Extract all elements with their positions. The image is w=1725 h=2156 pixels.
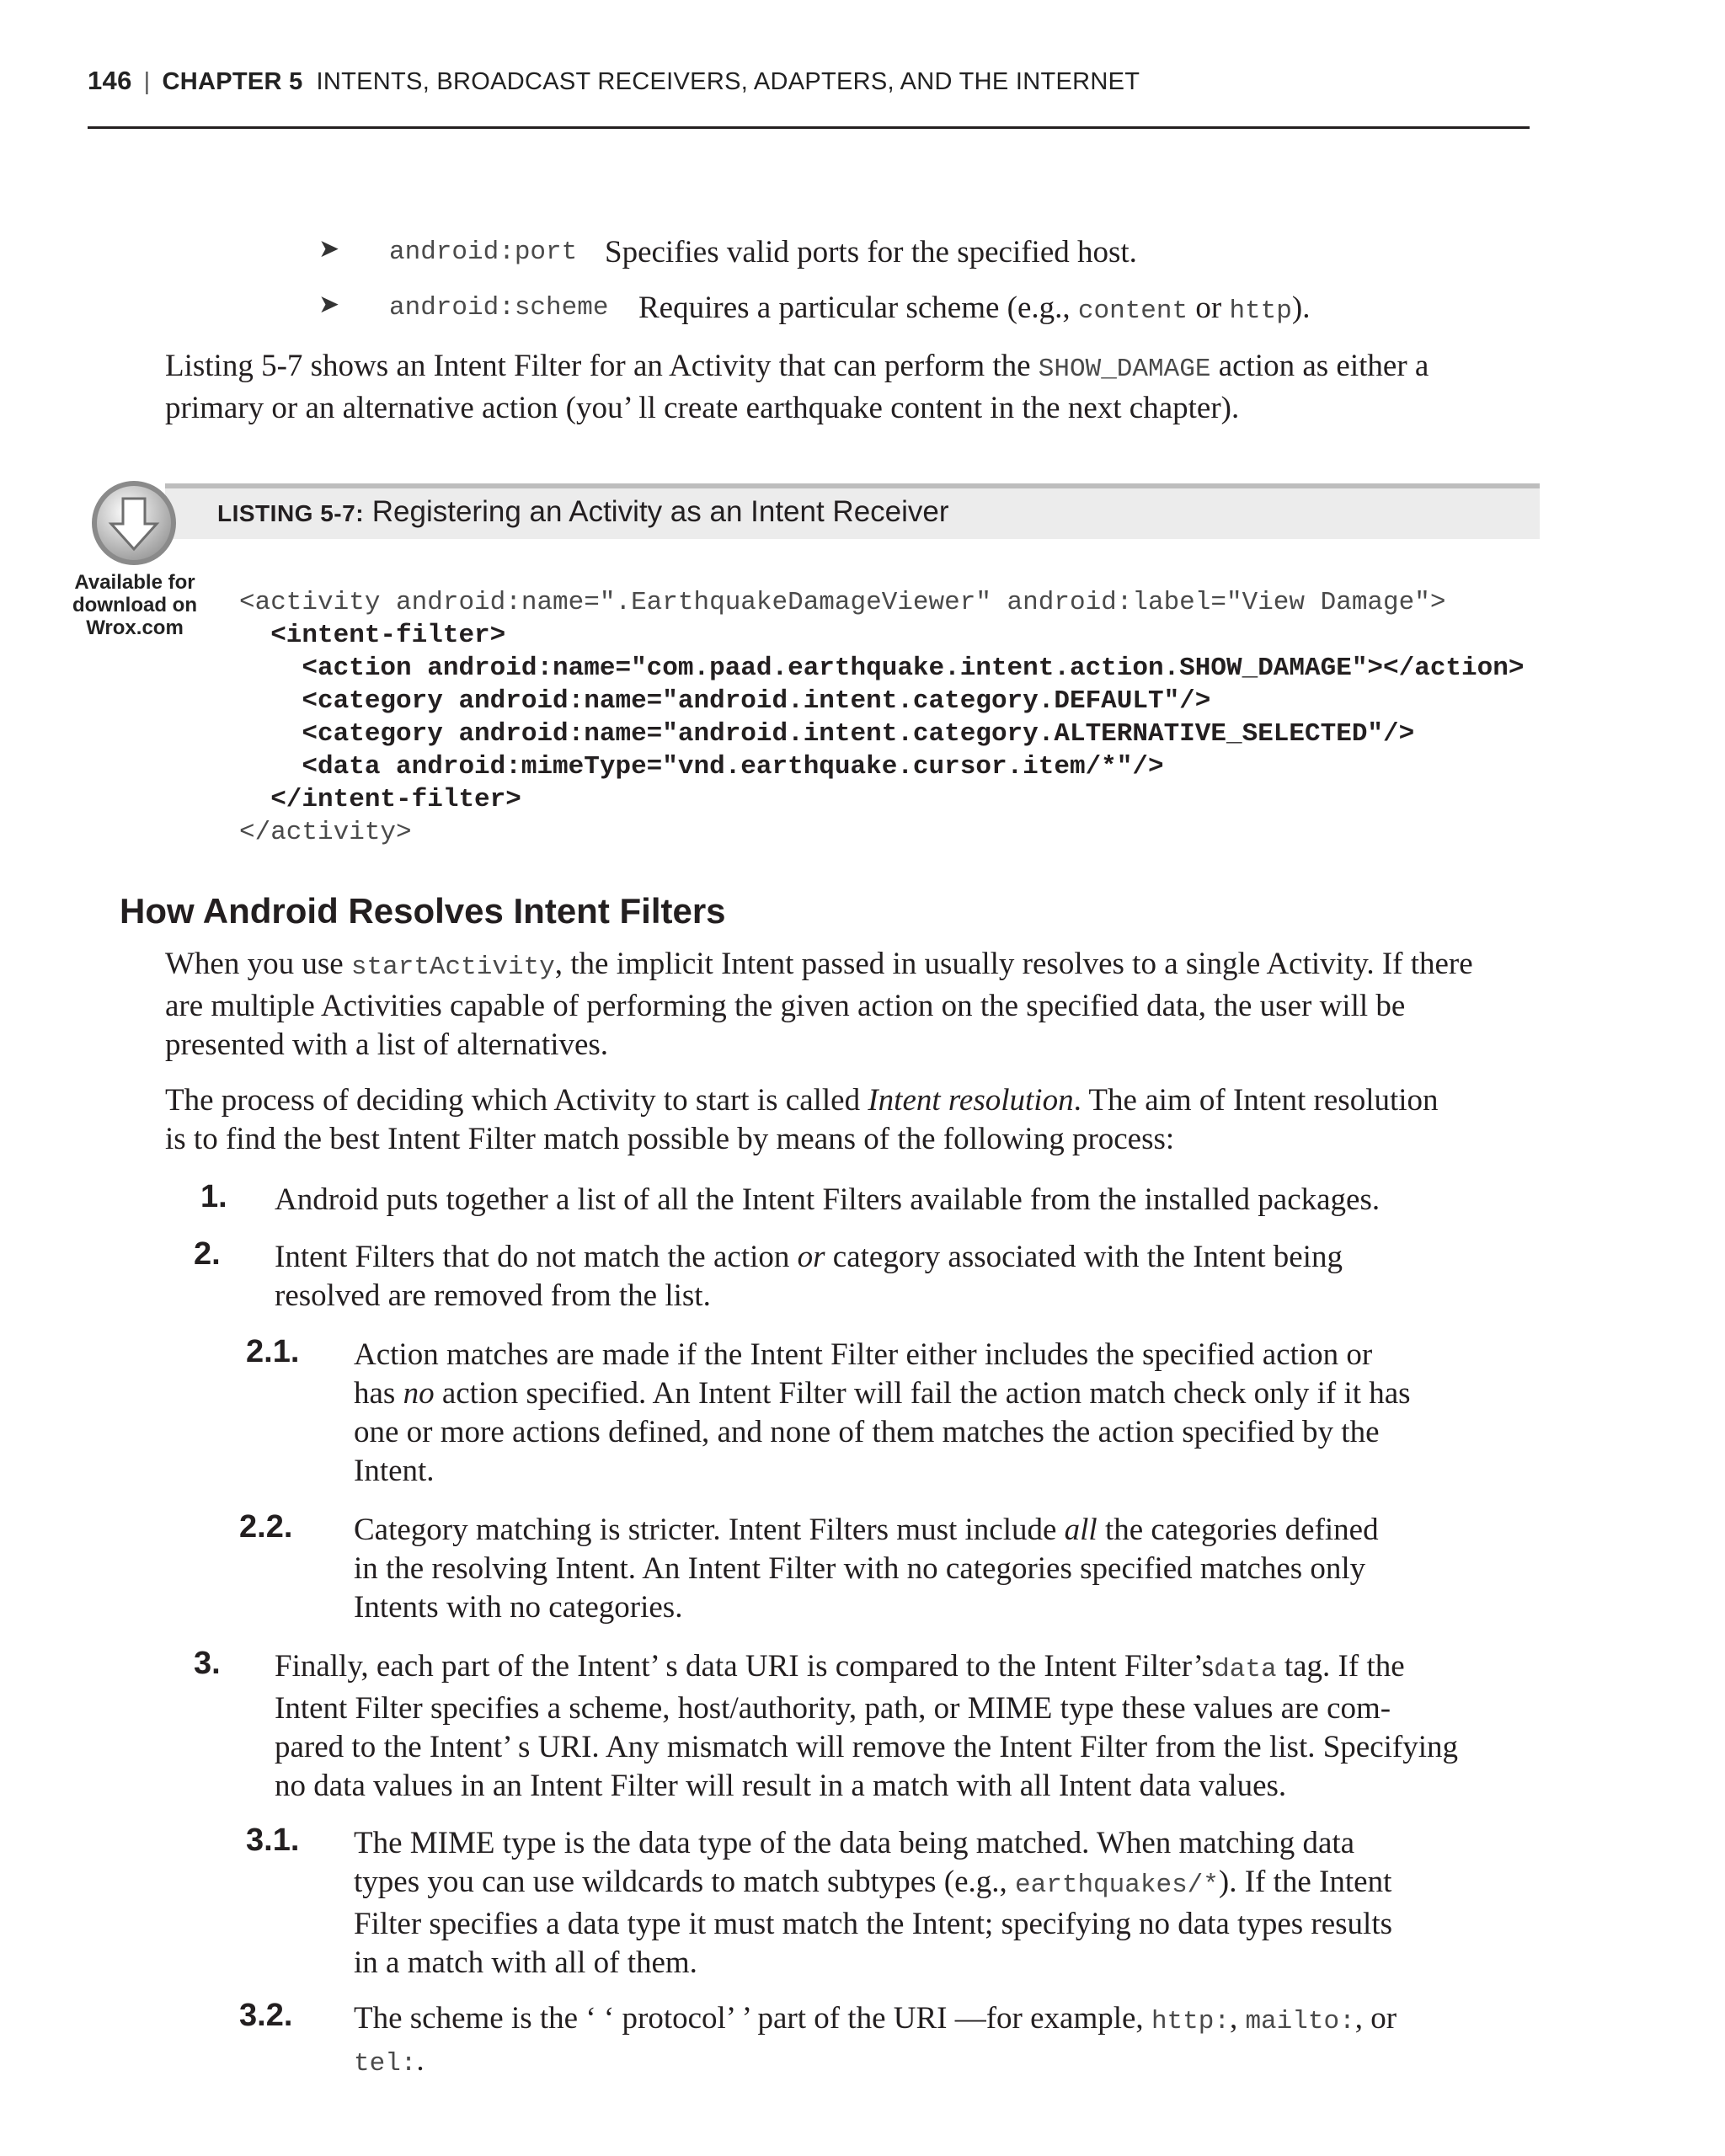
step-number: 1. — [200, 1179, 227, 1214]
step-3-1-text: The MIME type is the data type of the data being matched. When matching data types you can use wildcards to match subtypes (e.g., earthquakes/*). If the Intent Filter specifies a data type it must match the Intent; specifying no data types results in a match with all of them. — [354, 1826, 1393, 1980]
step-number: 3.1. — [246, 1822, 300, 1858]
paragraph-intent-resolution: The process of deciding which Activity to start is called Intent resolution. The aim of Intent resolution is to find the best Intent Filter match possible by means of the following process: — [165, 1083, 1439, 1156]
chapter-title: INTENTS, BROADCAST RECEIVERS, ADAPTERS, AND THE INTERNET — [316, 68, 1140, 95]
step-2-text: Intent Filters that do not match the action or category associated with the Intent being resolved are removed from the list. — [275, 1240, 1343, 1313]
inline-code: http: — [1151, 2007, 1230, 2036]
step-1-text: Android puts together a list of all the Intent Filters available from the installed packages. — [275, 1182, 1381, 1217]
listing-label: LISTING 5-7: — [217, 500, 365, 526]
inline-code: mailto: — [1245, 2007, 1355, 2036]
bullet-term: android:port — [389, 237, 578, 267]
listing-title — [217, 495, 949, 529]
step-number: 2.2. — [239, 1509, 293, 1545]
code-line: </intent-filter> — [239, 785, 521, 814]
step-number: 3. — [194, 1646, 221, 1681]
running-head — [88, 66, 1140, 96]
inline-code: data — [1214, 1655, 1277, 1684]
bullet-arrow-icon: ➤ — [318, 235, 340, 263]
code-line: <intent-filter> — [239, 621, 506, 650]
step-number: 2.1. — [246, 1334, 300, 1369]
step-2-2-text: Category matching is stricter. Intent Filters must include all the categories defined in the resolving Intent. An Intent Filter with no categories specified matches only Intents with no categories. — [354, 1513, 1379, 1625]
bullet-term: android:scheme — [389, 293, 609, 323]
bullet-arrow-icon: ➤ — [318, 291, 340, 318]
download-note: Available for download on Wrox.com — [72, 571, 197, 639]
paragraph-resolution-intro: When you use startActivity, the implicit Intent passed in usually resolves to a single Activity. If there are multiple Activities capable of performing the given action on the specified data, the user will be presented with a list of alternatives. — [165, 947, 1473, 1062]
header-rule — [88, 126, 1530, 129]
code-line: <activity android:name=".EarthquakeDamageViewer" android:label="View Damage"> — [239, 588, 1446, 617]
code-line: </activity> — [239, 818, 412, 847]
download-icon[interactable] — [89, 478, 179, 568]
bullet-text: Specifies valid ports for the specified host. — [605, 235, 1137, 270]
listing-title-text: Registering an Activity as an Intent Receiver — [371, 495, 949, 528]
inline-code: earthquakes/* — [1015, 1870, 1219, 1900]
step-3-text: Finally, each part of the Intent’ s data URI is compared to the Intent Filter’sdata tag. If the Intent Filter specifies a scheme, host/authority, path, or MIME type these values are com- pared to the Intent’ s URI. Any mismatch will remove the Intent Filter from the list. Specifying no data values in an Intent Filter will result in a match with all Intent data values. — [275, 1649, 1459, 1803]
step-2-1-text: Action matches are made if the Intent Filter either includes the specified action or has no action specified. An Intent Filter will fail the action match check only if it has one or more actions defined, and none of them matches the action specified by the Intent. — [354, 1337, 1411, 1488]
header-separator: | — [143, 68, 151, 95]
inline-code: SHOW_DAMAGE — [1038, 355, 1211, 384]
code-line: <action android:name="com.paad.earthquake.intent.action.SHOW_DAMAGE"></action> — [239, 654, 1525, 683]
bullet-text: Requires a particular scheme (e.g., content or http). — [638, 291, 1311, 326]
code-line: <data android:mimeType="vnd.earthquake.cursor.item/*"/> — [239, 752, 1164, 782]
step-number: 2. — [194, 1236, 221, 1272]
code-line: <category android:name="android.intent.category.DEFAULT"/> — [239, 686, 1211, 716]
page-number: 146 — [88, 66, 132, 95]
chapter-label: CHAPTER 5 — [162, 68, 303, 95]
step-3-2-text: The scheme is the ‘ ‘ protocol’ ’ part of the URI —for example, http:, mailto:, or tel:. — [354, 2001, 1397, 2079]
code-line: <category android:name="android.intent.category.ALTERNATIVE_SELECTED"/> — [239, 719, 1415, 749]
step-number: 3.2. — [239, 1998, 293, 2033]
inline-code: tel: — [354, 2049, 417, 2079]
section-heading: How Android Resolves Intent Filters — [120, 891, 726, 931]
intro-paragraph: Listing 5-7 shows an Intent Filter for an Activity that can perform the SHOW_DAMAGE action as either a primary or an alternative action (you’ ll create earthquake content in the next chapter). — [165, 349, 1429, 425]
inline-code: startActivity — [350, 953, 555, 982]
